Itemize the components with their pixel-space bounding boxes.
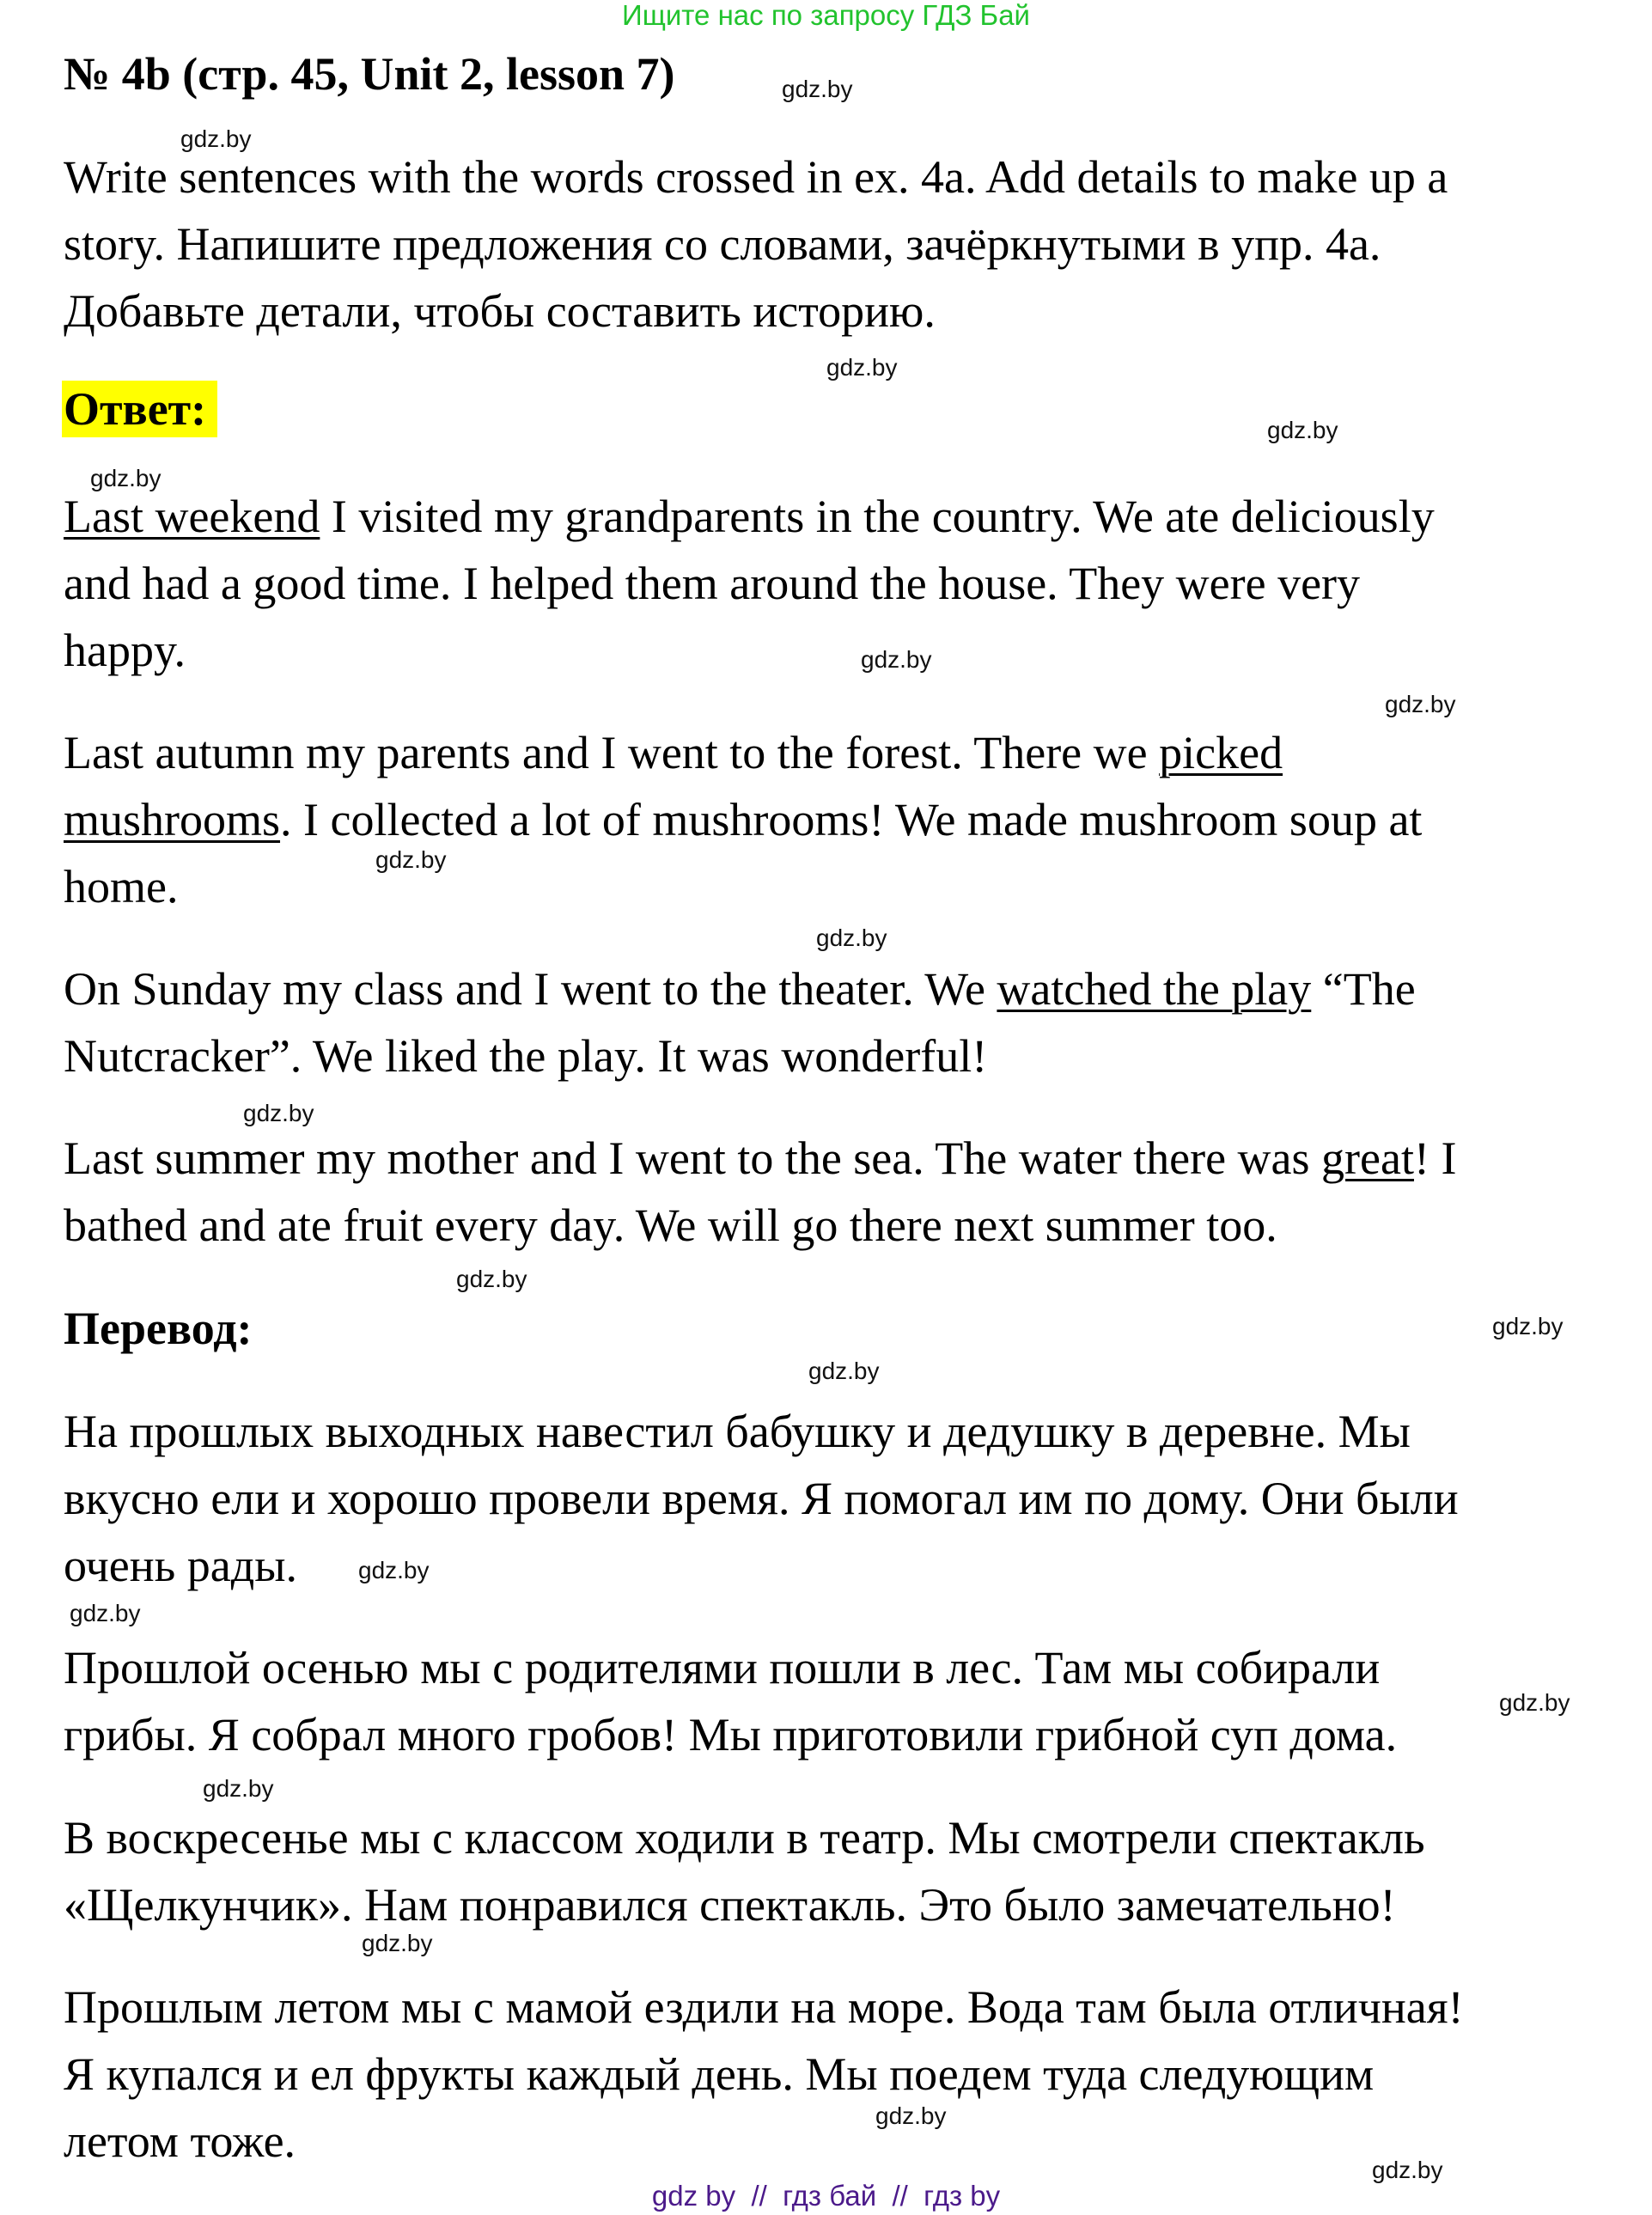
line-text: Last summer my mother and I went to the sea. The water there was	[64, 1132, 1322, 1184]
exercise-title: № 4b (стр. 45, Unit 2, lesson 7)	[64, 48, 675, 100]
watermark: gdz.by	[1499, 1689, 1570, 1716]
translation-line: В воскресенье мы с классом ходили в театр. Мы смотрели спектакль	[64, 1812, 1425, 1864]
task-line: Write sentences with the words crossed in ex. 4a. Add details to make up a	[64, 151, 1448, 203]
answer-line	[64, 1132, 1456, 1185]
answer-line: bathed and ate fruit every day. We will go there next summer too.	[64, 1199, 1277, 1251]
watermark: gdz.by	[826, 354, 898, 381]
crossed-word: great	[1321, 1132, 1414, 1184]
watermark: gdz.by	[816, 924, 887, 951]
watermark: gdz.by	[782, 76, 853, 102]
line-text: On Sunday my class and I went to the theater. We	[64, 963, 997, 1015]
watermark: gdz.by	[1492, 1313, 1564, 1339]
watermark: gdz.by	[875, 2102, 947, 2129]
watermark: gdz.by	[243, 1100, 314, 1126]
line-text: ! I	[1413, 1132, 1457, 1184]
watermark: gdz.by	[375, 846, 447, 873]
watermark: gdz.by	[362, 1930, 433, 1956]
answer-label: Ответ:	[64, 383, 207, 435]
watermark: gdz.by	[180, 125, 252, 152]
answer-line	[64, 726, 1283, 779]
watermark: gdz.by	[90, 465, 162, 491]
translation-line: очень рады.	[64, 1540, 297, 1591]
watermark: gdz.by	[203, 1775, 274, 1802]
watermark: gdz.by	[1385, 691, 1456, 717]
line-text: I visited my grandparents in the country. We ate deliciously	[320, 491, 1435, 542]
translation-line: Прошлой осенью мы с родителями пошли в лес. Там мы собирали	[64, 1642, 1381, 1693]
translation-line: Прошлым летом мы с мамой ездили на море. Вода там была отличная!	[64, 1981, 1464, 2033]
answer-line	[64, 490, 1435, 543]
line-text: Last autumn my parents and I went to the forest. There we	[64, 727, 1160, 778]
watermark: gdz.by	[808, 1358, 880, 1384]
crossed-word: watched the play	[997, 963, 1312, 1015]
crossed-word: Last weekend	[64, 491, 320, 542]
watermark: gdz.by	[1267, 417, 1338, 443]
task-line: Добавьте детали, чтобы составить историю.	[64, 285, 936, 337]
crossed-word: picked	[1159, 727, 1283, 778]
answer-line: happy.	[64, 625, 186, 676]
translation-line: вкусно ели и хорошо провели время. Я помогал им по дому. Они были	[64, 1473, 1459, 1524]
watermark: gdz.by	[358, 1557, 430, 1583]
task-line: story. Напишите предложения со словами, зачёркнутыми в упр. 4а.	[64, 218, 1381, 270]
answer-line	[64, 962, 1416, 1016]
answer-line: and had a good time. I helped them around the house. They were very	[64, 558, 1361, 609]
footer-links[interactable]: gdz by // гдз бай // гдз by	[651, 2180, 1001, 2212]
translation-line: Я купался и ел фрукты каждый день. Мы поедем туда следующим	[64, 2048, 1375, 2100]
translation-line: На прошлых выходных навестил бабушку и дедушку в деревне. Мы	[64, 1406, 1411, 1457]
answer-line	[64, 793, 1422, 846]
answer-line: Nutcracker”. We liked the play. It was wonderful!	[64, 1030, 988, 1082]
watermark: gdz.by	[861, 646, 932, 673]
line-text: . I collected a lot of mushrooms! We made mushroom soup at	[280, 794, 1423, 845]
line-text: “The	[1311, 963, 1416, 1015]
translation-line: летом тоже.	[64, 2115, 296, 2167]
search-banner[interactable]: Ищите нас по запросу ГДЗ Бай	[622, 0, 1030, 31]
translation-line: «Щелкунчик». Нам понравился спектакль. Это было замечательно!	[64, 1879, 1396, 1931]
watermark: gdz.by	[1372, 2157, 1443, 2183]
translation-line: грибы. Я собрал много гробов! Мы приготовили грибной суп дома.	[64, 1709, 1398, 1760]
watermark: gdz.by	[456, 1266, 527, 1292]
translation-label: Перевод:	[64, 1303, 253, 1354]
answer-line: home.	[64, 861, 179, 912]
watermark: gdz.by	[70, 1600, 141, 1626]
crossed-word: mushrooms	[64, 794, 281, 845]
